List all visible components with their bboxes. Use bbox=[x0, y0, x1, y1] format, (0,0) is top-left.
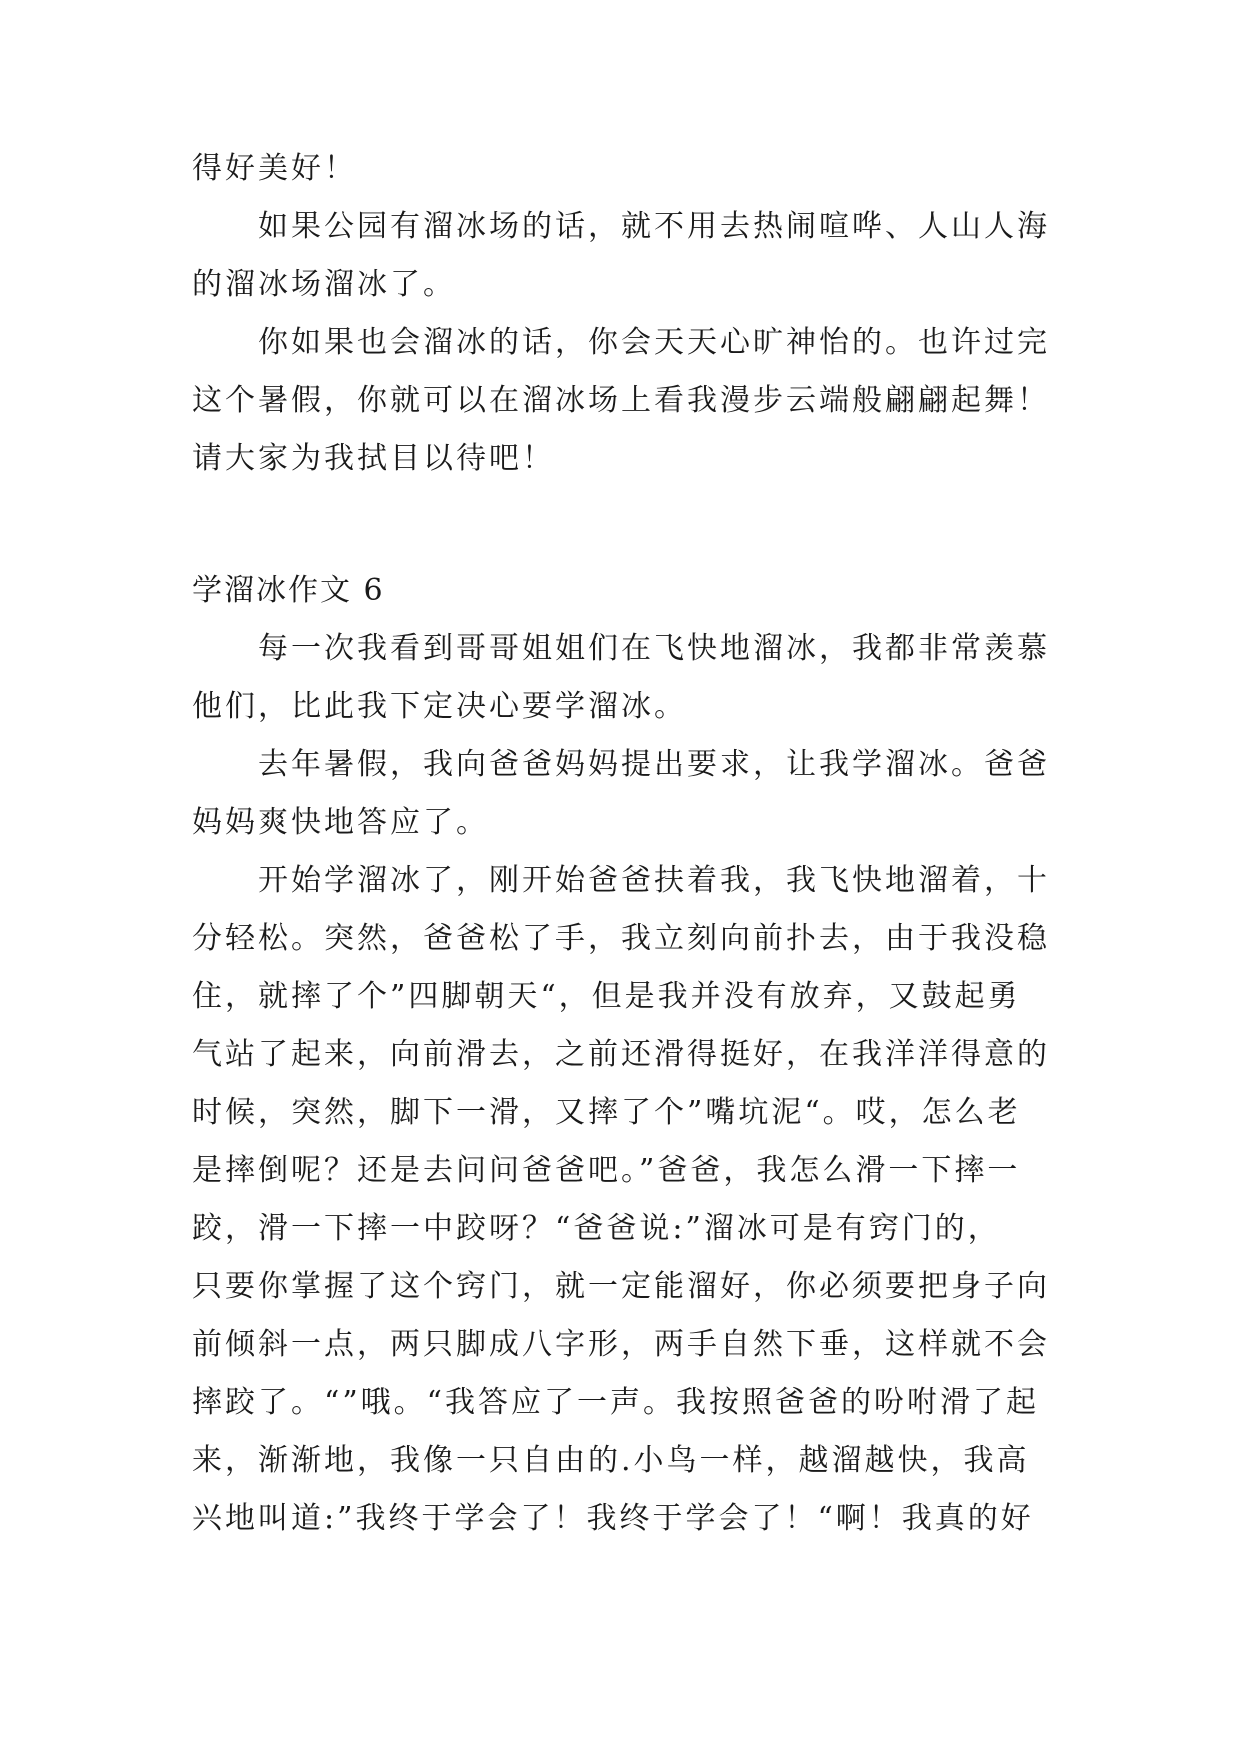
text-line: 只要你掌握了这个窍门，就一定能溜好，你必须要把身子向 bbox=[192, 1269, 1050, 1304]
paragraph-line: 你如果也会溜冰的话，你会天天心旷神怡的。也许过完 bbox=[258, 325, 1050, 360]
paragraph-line: 开始学溜冰了，刚开始爸爸扶着我，我飞快地溜着，十 bbox=[258, 863, 1050, 898]
text-line: 兴地叫道:”我终于学会了！我终于学会了！“啊！我真的好 bbox=[192, 1501, 1034, 1536]
section-heading: 学溜冰作文 6 bbox=[192, 573, 385, 608]
essay-6 bbox=[192, 562, 1052, 1548]
text-line: 请大家为我拭目以待吧！ bbox=[192, 441, 555, 476]
text-line: 的溜冰场溜冰了。 bbox=[192, 267, 456, 302]
text-line: 时候，突然，脚下一滑，又摔了个”嘴坑泥“。哎，怎么老 bbox=[192, 1095, 1021, 1130]
text-line: 前倾斜一点，两只脚成八字形，两手自然下垂，这样就不会 bbox=[192, 1327, 1050, 1362]
text-line: 分轻松。突然，爸爸松了手，我立刻向前扑去，由于我没稳 bbox=[192, 921, 1050, 956]
text-line: 跤，滑一下摔一中跤呀？“爸爸说:”溜冰可是有窍门的， bbox=[192, 1211, 1001, 1246]
text-line: 妈妈爽快地答应了。 bbox=[192, 805, 489, 840]
paragraph-line: 如果公园有溜冰场的话，就不用去热闹喧哗、人山人海 bbox=[258, 209, 1050, 244]
text-line: 摔跤了。“”哦。“我答应了一声。我按照爸爸的吩咐滑了起 bbox=[192, 1385, 1040, 1420]
text-line: 得好美好！ bbox=[192, 151, 357, 186]
text-line: 气站了起来，向前滑去，之前还滑得挺好，在我洋洋得意的 bbox=[192, 1037, 1050, 1072]
text-line: 是摔倒呢？还是去问问爸爸吧。”爸爸，我怎么滑一下摔一 bbox=[192, 1153, 1021, 1188]
section-ending-prev bbox=[192, 140, 1052, 488]
text-line: 这个暑假，你就可以在溜冰场上看我漫步云端般翩翩起舞！ bbox=[192, 383, 1050, 418]
paragraph-line: 去年暑假，我向爸爸妈妈提出要求，让我学溜冰。爸爸 bbox=[258, 747, 1050, 782]
paragraph-line: 每一次我看到哥哥姐姐们在飞快地溜冰，我都非常羡慕 bbox=[258, 631, 1050, 666]
text-line: 来，渐渐地，我像一只自由的.小鸟一样，越溜越快，我高 bbox=[192, 1443, 1030, 1478]
text-line: 他们，比此我下定决心要学溜冰。 bbox=[192, 689, 687, 724]
text-line: 住，就摔了个”四脚朝天“，但是我并没有放弃，又鼓起勇 bbox=[192, 979, 1021, 1014]
